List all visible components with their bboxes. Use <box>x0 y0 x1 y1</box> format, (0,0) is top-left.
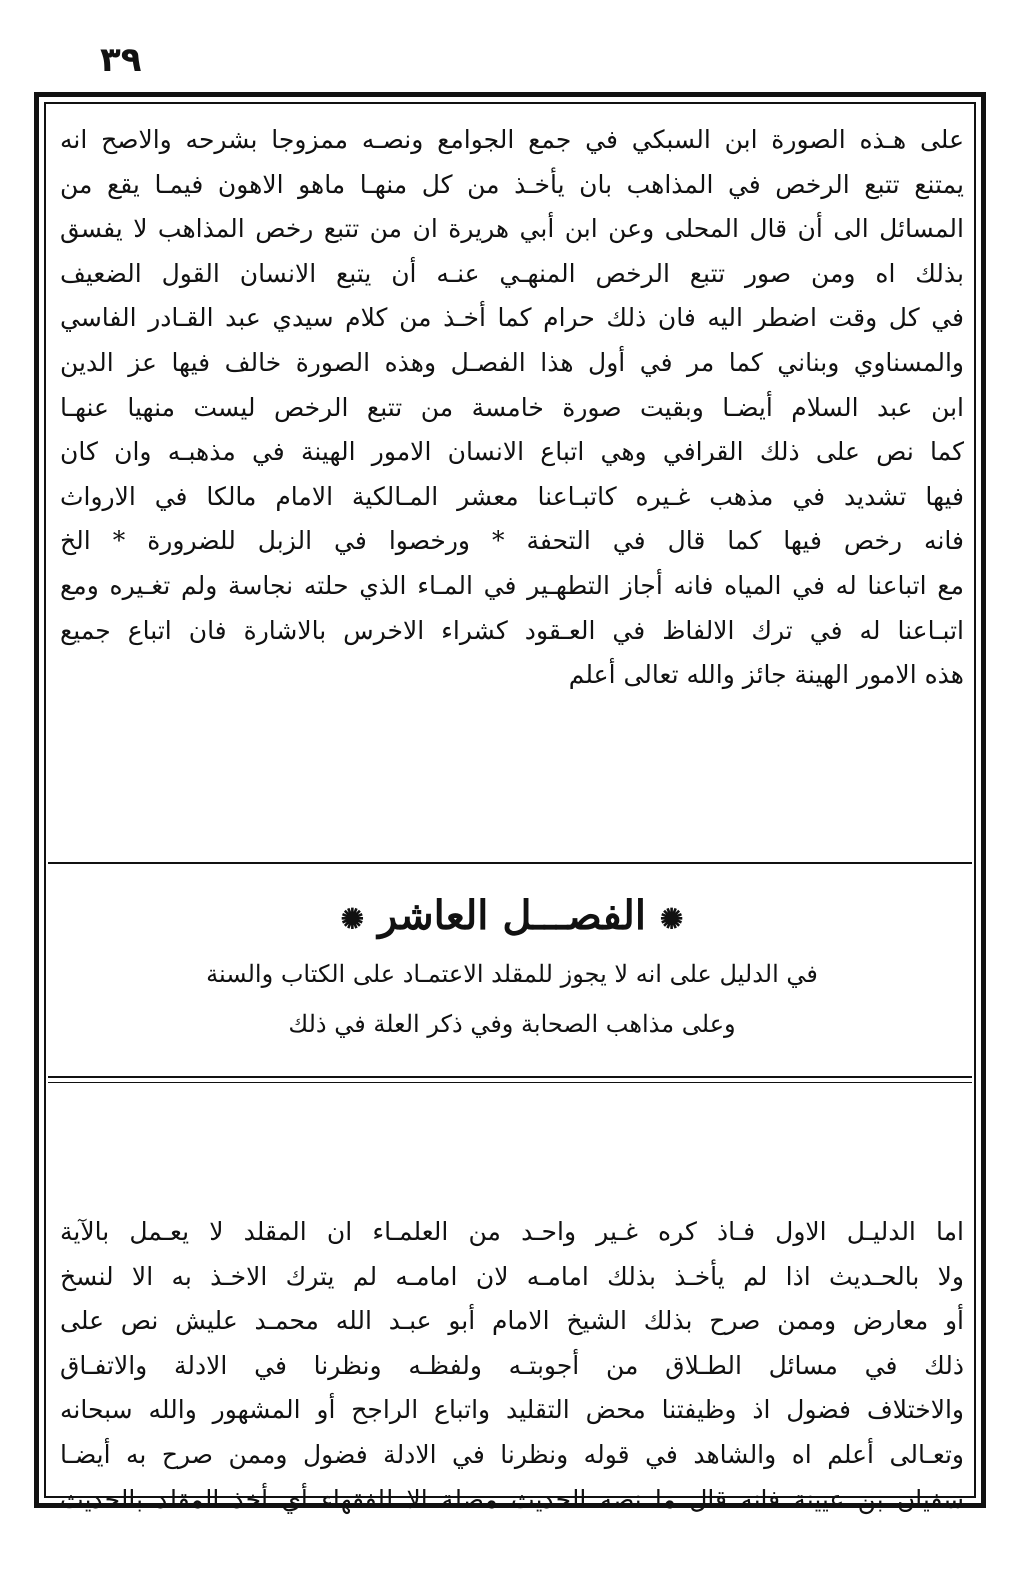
text-line: أو معارض وممن صرح بذلك الشيخ الامام أبو عبـد الله محمـد عليش نص على <box>60 1306 964 1336</box>
text-line: ولا بالحـديث اذا لم يأخـذ بذلك امامـه لان امامـه لم يترك الاخـذ به الا لنسخ <box>60 1261 964 1291</box>
text-line: وتعـالى أعلم اه والشاهد في قوله ونظرنا في الادلة فضول وممن صرح به أيضـا <box>60 1439 964 1469</box>
text-line: سفيان بن عيينة فانه قال ما نصه الحديث مضلة الا للفقهاء أي أخذ المقلد بالحديث <box>60 1484 964 1514</box>
text-line: يمتنع تتبع الرخص في المذاهب بان يأخـذ من كل منهـا ماهو الاهون فيمـا يقع من <box>60 169 964 199</box>
text-line: فانه رخص فيها كما قال في التحفة * ورخصوا في الزبل للضرورة * الخ <box>60 526 964 556</box>
chapter-subtitle: وعلى مذاهب الصحابة وفي ذكر العلة في ذلك <box>288 1010 736 1038</box>
section-divider <box>48 1082 972 1083</box>
section-divider <box>48 1076 972 1078</box>
text-line: المسائل الى أن قال المحلى وعن ابن أبي هريرة ان من تتبع رخص المذاهب لا يفسق <box>60 214 964 244</box>
ornament-icon: ✺ <box>659 902 684 936</box>
text-line: والمسناوي وبناني كما مر في أول هذا الفصـل وهذه الصورة خالف فيها عز الدين <box>60 347 964 377</box>
section-divider <box>48 862 972 864</box>
text-line: مع اتباعنا له في المياه فانه أجاز التطهـير في المـاء الذي حلته نجاسة ولم تغـيره ومع <box>60 570 964 600</box>
body-text-top <box>60 118 964 698</box>
chapter-title: الفصـــل العاشر <box>378 892 646 939</box>
text-line: في كل وقت اضطر اليه فان ذلك حرام كما أخـذ من كلام سيدي عبد القـادر الفاسي <box>60 303 964 333</box>
text-line: بذلك اه ومن صور تتبع الرخص المنهـي عنـه أن يتبع الانسان القول الضعيف <box>60 258 964 288</box>
text-line: على هـذه الصورة ابن السبكي في جمع الجوامع ونصـه ممزوجا بشرحه والاصح انه <box>60 125 964 154</box>
page-number: ٣٩ <box>100 40 142 80</box>
text-line: ابن عبد السلام أيضـا وبقيت صورة خامسة من تتبع الرخص ليست منهيا عنهـا <box>60 392 964 422</box>
chapter-heading <box>60 892 964 939</box>
text-line: والاختلاف فضول اذ وظيفتنا محض التقليد واتباع الراجح أو المشهور والله سبحانه <box>60 1395 964 1425</box>
text-line: اتبـاعنا له في ترك الالفاظ في العـقود كشراء الاخرس بالاشارة فان اتباع جميع <box>60 615 964 645</box>
text-line: هذه الامور الهينة جائز والله تعالى أعلم <box>568 660 964 690</box>
text-line: اما الدليـل الاول فـاذ كره غـير واحـد من العلمـاء ان المقلد لا يعـمل بالآية <box>60 1217 964 1246</box>
text-line: كما نص على ذلك القرافي وهي اتباع الانسان الامور الهينة في مذهبـه وان كان <box>60 437 964 467</box>
text-line: فيها تشديد في مذهب غـيره كاتبـاعنا معشر المـالكية الامام مالكا في الارواث <box>60 481 964 511</box>
chapter-subtitle: في الدليل على انه لا يجوز للمقلد الاعتمـاد على الكتاب والسنة <box>206 960 818 988</box>
ornament-icon: ✺ <box>340 902 365 936</box>
text-line: ذلك في مسائل الطـلاق من أجوبتـه ولفظـه ونظرنا في الادلة والاتفـاق <box>60 1350 964 1380</box>
body-text-bottom <box>60 1210 964 1522</box>
